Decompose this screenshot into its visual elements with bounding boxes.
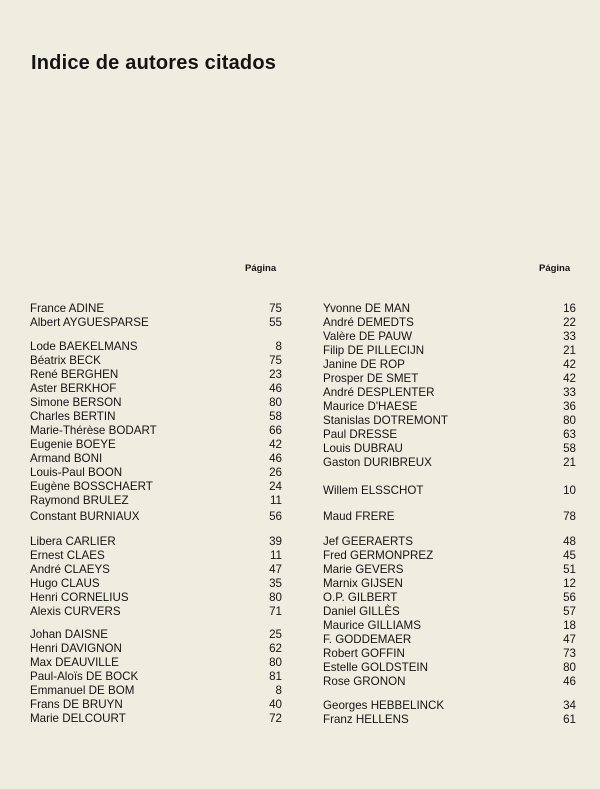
author-name: Daniel GILLÈS [323, 605, 400, 618]
author-name: Marie DELCOURT [30, 712, 126, 725]
author-name: Paul-Aloïs DE BOCK [30, 670, 139, 683]
author-name: Robert GOFFIN [323, 647, 405, 660]
page-number: 35 [269, 577, 282, 590]
page-number: 51 [563, 563, 576, 576]
index-entry [30, 316, 282, 330]
index-entry [30, 628, 282, 642]
author-name: Henri CORNELIUS [30, 591, 129, 604]
page-number: 36 [563, 400, 576, 413]
author-name: Hugo CLAUS [30, 577, 100, 590]
author-name: F. GODDEMAER [323, 633, 412, 646]
author-name: Frans DE BRUYN [30, 698, 123, 711]
page-number: 80 [269, 396, 282, 409]
author-name: Louis DUBRAU [323, 442, 403, 455]
page-number: 46 [563, 675, 576, 688]
author-name: Maud FRERE [323, 510, 395, 523]
index-entry [30, 549, 282, 563]
page-number: 11 [269, 549, 282, 562]
page-number: 80 [563, 661, 576, 674]
index-entry [30, 698, 282, 712]
index-entry [323, 549, 576, 563]
page-number: 46 [269, 452, 282, 465]
index-entry [323, 633, 576, 647]
index-entry [30, 452, 282, 466]
page-number: 47 [563, 633, 576, 646]
page-column-header-left: Página [245, 263, 277, 274]
page-number: 80 [269, 656, 282, 669]
index-entry [323, 302, 576, 316]
index-entry [30, 480, 282, 494]
index-entry [30, 438, 282, 452]
author-name: Willem ELSSCHOT [323, 484, 424, 497]
author-name: Eugenie BOEYE [30, 438, 116, 451]
index-entry [30, 466, 282, 480]
author-name: Yvonne DE MAN [323, 302, 410, 315]
page-number: 12 [563, 577, 576, 590]
index-entry [323, 428, 576, 442]
index-entry [323, 647, 576, 661]
page-number: 42 [563, 358, 576, 371]
page-number: 78 [563, 510, 576, 523]
author-name: Filip DE PILLECIJN [323, 344, 425, 357]
page-number: 21 [563, 456, 576, 469]
index-entry [323, 330, 576, 344]
author-name: Fred GERMONPREZ [323, 549, 434, 562]
page-number: 57 [563, 605, 576, 618]
author-name: Georges HEBBELINCK [323, 699, 445, 712]
page-number: 46 [269, 382, 282, 395]
index-entry [30, 535, 282, 549]
author-name: Libera CARLIER [30, 535, 116, 548]
index-entry [30, 642, 282, 656]
page-number: 21 [563, 344, 576, 357]
author-name: Johan DAISNE [30, 628, 108, 641]
index-entry [323, 414, 576, 428]
author-name: Alexis CURVERS [30, 605, 121, 618]
page-number: 80 [563, 414, 576, 427]
page-number: 48 [563, 535, 576, 548]
page-number: 23 [269, 368, 282, 381]
page-number: 24 [269, 480, 282, 493]
page-number: 61 [563, 713, 576, 726]
page-number: 63 [563, 428, 576, 441]
index-entry [30, 684, 282, 698]
index-entry [323, 713, 576, 727]
author-name: Emmanuel DE BOM [30, 684, 135, 697]
page-number: 42 [563, 372, 576, 385]
author-name: Valère DE PAUW [323, 330, 413, 343]
author-name: René BERGHEN [30, 368, 119, 381]
index-entry [30, 577, 282, 591]
author-name: Prosper DE SMET [323, 372, 419, 385]
index-entry [30, 494, 282, 508]
page-number: 42 [269, 438, 282, 451]
index-entry [323, 699, 576, 713]
page-number: 55 [269, 316, 282, 329]
index-entry [323, 456, 576, 470]
page-number: 56 [269, 510, 282, 523]
page-number: 25 [269, 628, 282, 641]
page-title: Indice de autores citados [31, 52, 277, 74]
index-entry [30, 302, 282, 316]
author-name: O.P. GILBERT [323, 591, 398, 604]
index-entry [30, 424, 282, 438]
index-entry [323, 372, 576, 386]
index-entry [323, 344, 576, 358]
author-name: Marnix GIJSEN [323, 577, 403, 590]
page-number: 81 [269, 670, 282, 683]
page-number: 45 [563, 549, 576, 562]
author-name: Albert AYGUESPARSE [30, 316, 149, 329]
index-entry [30, 368, 282, 382]
index-entry [30, 510, 282, 524]
page-number: 73 [563, 647, 576, 660]
index-entry [30, 563, 282, 577]
author-name: Maurice GILLIAMS [323, 619, 421, 632]
page-number: 75 [269, 302, 282, 315]
author-name: Gaston DURIBREUX [323, 456, 432, 469]
page-number: 58 [563, 442, 576, 455]
index-entry [30, 382, 282, 396]
author-name: Henri DAVIGNON [30, 642, 122, 655]
page-number: 47 [269, 563, 282, 576]
author-name: Paul DRESSE [323, 428, 398, 441]
index-entry [323, 316, 576, 330]
index-entry [30, 656, 282, 670]
author-name: Simone BERSON [30, 396, 122, 409]
page-number: 26 [269, 466, 282, 479]
author-name: Ernest CLAES [30, 549, 105, 562]
index-entry [323, 661, 576, 675]
author-name: André DEMEDTS [323, 316, 414, 329]
page-number: 80 [269, 591, 282, 604]
page-number: 22 [563, 316, 576, 329]
index-entry [323, 510, 576, 524]
page-number: 11 [269, 494, 282, 507]
page-number: 40 [269, 698, 282, 711]
index-entry [323, 358, 576, 372]
page-number: 39 [269, 535, 282, 548]
index-entry [323, 484, 576, 498]
index-entry [323, 442, 576, 456]
author-name: Jef GEERAERTS [323, 535, 413, 548]
page-number: 10 [563, 484, 576, 497]
index-entry [30, 340, 282, 354]
index-entry [30, 354, 282, 368]
index-entry [323, 577, 576, 591]
author-name: Janine DE ROP [323, 358, 405, 371]
page-number: 33 [563, 386, 576, 399]
author-name: Estelle GOLDSTEIN [323, 661, 429, 674]
index-entry [323, 400, 576, 414]
page-number: 71 [269, 605, 282, 618]
page-column-header-right: Página [539, 263, 571, 274]
index-entry [323, 675, 576, 689]
author-name: Eugène BOSSCHAERT [30, 480, 153, 493]
page-number: 66 [269, 424, 282, 437]
author-name: Marie GEVERS [323, 563, 404, 576]
author-name: Stanislas DOTREMONT [323, 414, 448, 427]
author-name: Aster BERKHOF [30, 382, 117, 395]
author-name: Marie-Thérèse BODART [30, 424, 157, 437]
index-entry [30, 410, 282, 424]
index-entry [323, 535, 576, 549]
author-name: Maurice D'HAESE [323, 400, 418, 413]
index-entry [323, 563, 576, 577]
page-number: 16 [563, 302, 576, 315]
page-number: 72 [269, 712, 282, 725]
index-entry [323, 605, 576, 619]
author-name: Franz HELLENS [323, 713, 409, 726]
index-entry [30, 670, 282, 684]
page-number: 62 [269, 642, 282, 655]
author-name: André DESPLENTER [323, 386, 435, 399]
index-entry [30, 712, 282, 726]
author-name: Raymond BRULEZ [30, 494, 129, 507]
page-number: 8 [275, 684, 282, 697]
author-name: Armand BONI [30, 452, 103, 465]
index-entry [30, 605, 282, 619]
page-number: 75 [269, 354, 282, 367]
author-name: André CLAEYS [30, 563, 110, 576]
author-name: Constant BURNIAUX [30, 510, 140, 523]
author-name: Charles BERTIN [30, 410, 116, 423]
author-name: Louis-Paul BOON [30, 466, 123, 479]
author-name: France ADINE [30, 302, 105, 315]
index-entry [323, 619, 576, 633]
index-entry [323, 591, 576, 605]
author-name: Rose GRONON [323, 675, 406, 688]
page-number: 18 [563, 619, 576, 632]
author-name: Lode BAEKELMANS [30, 340, 138, 353]
page-number: 8 [275, 340, 282, 353]
index-entry [30, 396, 282, 410]
page-number: 34 [563, 699, 576, 712]
index-entry [323, 386, 576, 400]
page-number: 56 [563, 591, 576, 604]
author-name: Béatrix BECK [30, 354, 101, 367]
page-number: 58 [269, 410, 282, 423]
index-entry [30, 591, 282, 605]
author-name: Max DEAUVILLE [30, 656, 119, 669]
page-number: 33 [563, 330, 576, 343]
